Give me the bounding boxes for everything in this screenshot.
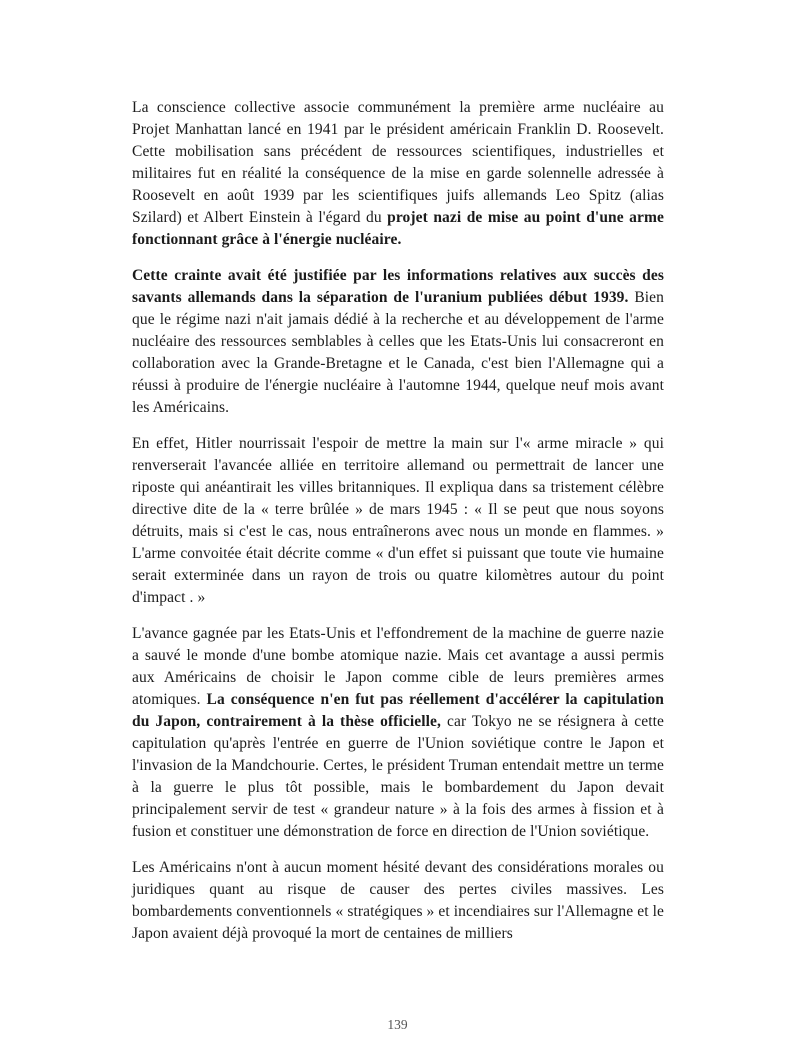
- paragraph-5: [132, 857, 664, 945]
- paragraph-3: [132, 433, 664, 609]
- bold-text-run: La conséquence n'en fut pas réellement d'accélérer la capitulation du Japon, contrairement à la thèse officielle,: [132, 691, 664, 730]
- paragraph-1: [132, 97, 664, 251]
- text-run: En effet, Hitler nourrissait l'espoir de mettre la main sur l'« arme miracle » qui renverserait l'avancée alliée en territoire allemand ou permettrait de lancer une riposte qui anéantirait les villes britanniques. Il expliqua dans sa tristement célèbre directive dite de la « terre brûlée » de mars 1945 : « Il se peut que nous soyons détruits, mais si c'est le cas, nous entraînerons avec nous un monde en flammes. » L'arme convoitée était décrite comme « d'un effet si puissant que toute vie humaine serait exterminée dans un rayon de trois ou quatre kilomètres autour du point d'impact . »: [132, 435, 664, 606]
- text-run: car Tokyo ne se résignera à cette capitulation qu'après l'entrée en guerre de l'Union soviétique contre le Japon et l'invasion de la Mandchourie. Certes, le président Truman entendait mettre un terme à la guerre le plus tôt possible, mais le bombardement du Japon devait principalement servir de test « grandeur nature » à la fois des armes à fission et à fusion et constituer une démonstration de force en direction de l'Union soviétique.: [132, 713, 664, 840]
- page-text: [132, 97, 664, 959]
- bold-text-run: Cette crainte avait été justifiée par les informations relatives aux succès des savants allemands dans la séparation de l'uranium publiées début 1939.: [132, 267, 664, 306]
- page-number: 139: [387, 1017, 408, 1032]
- text-run: La conscience collective associe communément la première arme nucléaire au Projet Manhattan lancé en 1941 par le président américain Franklin D. Roosevelt. Cette mobilisation sans précédent de ressources scientifiques, industrielles et militaires fut en réalité la conséquence de la mise en garde solennelle adressée à Roosevelt en août 1939 par les scientifiques juifs allemands Leo Spitz (alias Szilard) et Albert Einstein à l'égard du: [132, 99, 664, 226]
- paragraph-4: [132, 623, 664, 843]
- text-run: L'avance gagnée par les Etats-Unis et l'effondrement de la machine de guerre nazie a sauvé le monde d'une bombe atomique nazie. Mais cet avantage a aussi permis aux Américains de choisir le Japon comme cible de leurs premières armes atomiques.: [132, 625, 664, 708]
- bold-text-run: projet nazi de mise au point d'une arme fonctionnant grâce à l'énergie nucléaire.: [132, 209, 665, 248]
- paragraph-2: [132, 265, 664, 419]
- text-run: Les Américains n'ont à aucun moment hésité devant des considérations morales ou juridiques quant au risque de causer des pertes civiles massives. Les bombardements conventionnels « stratégiques » et incendiaires sur l'Allemagne et le Japon avaient déjà provoqué la mort de centaines de milliers: [132, 859, 664, 942]
- text-run: Bien que le régime nazi n'ait jamais dédié à la recherche et au développement de l'arme nucléaire des ressources semblables à celles que les Etats-Unis lui consacreront en collaboration avec la Grande-Bretagne et le Canada, c'est bien l'Allemagne qui a réussi à produire de l'énergie nucléaire à l'automne 1944, quelque neuf mois avant les Américains.: [132, 289, 664, 416]
